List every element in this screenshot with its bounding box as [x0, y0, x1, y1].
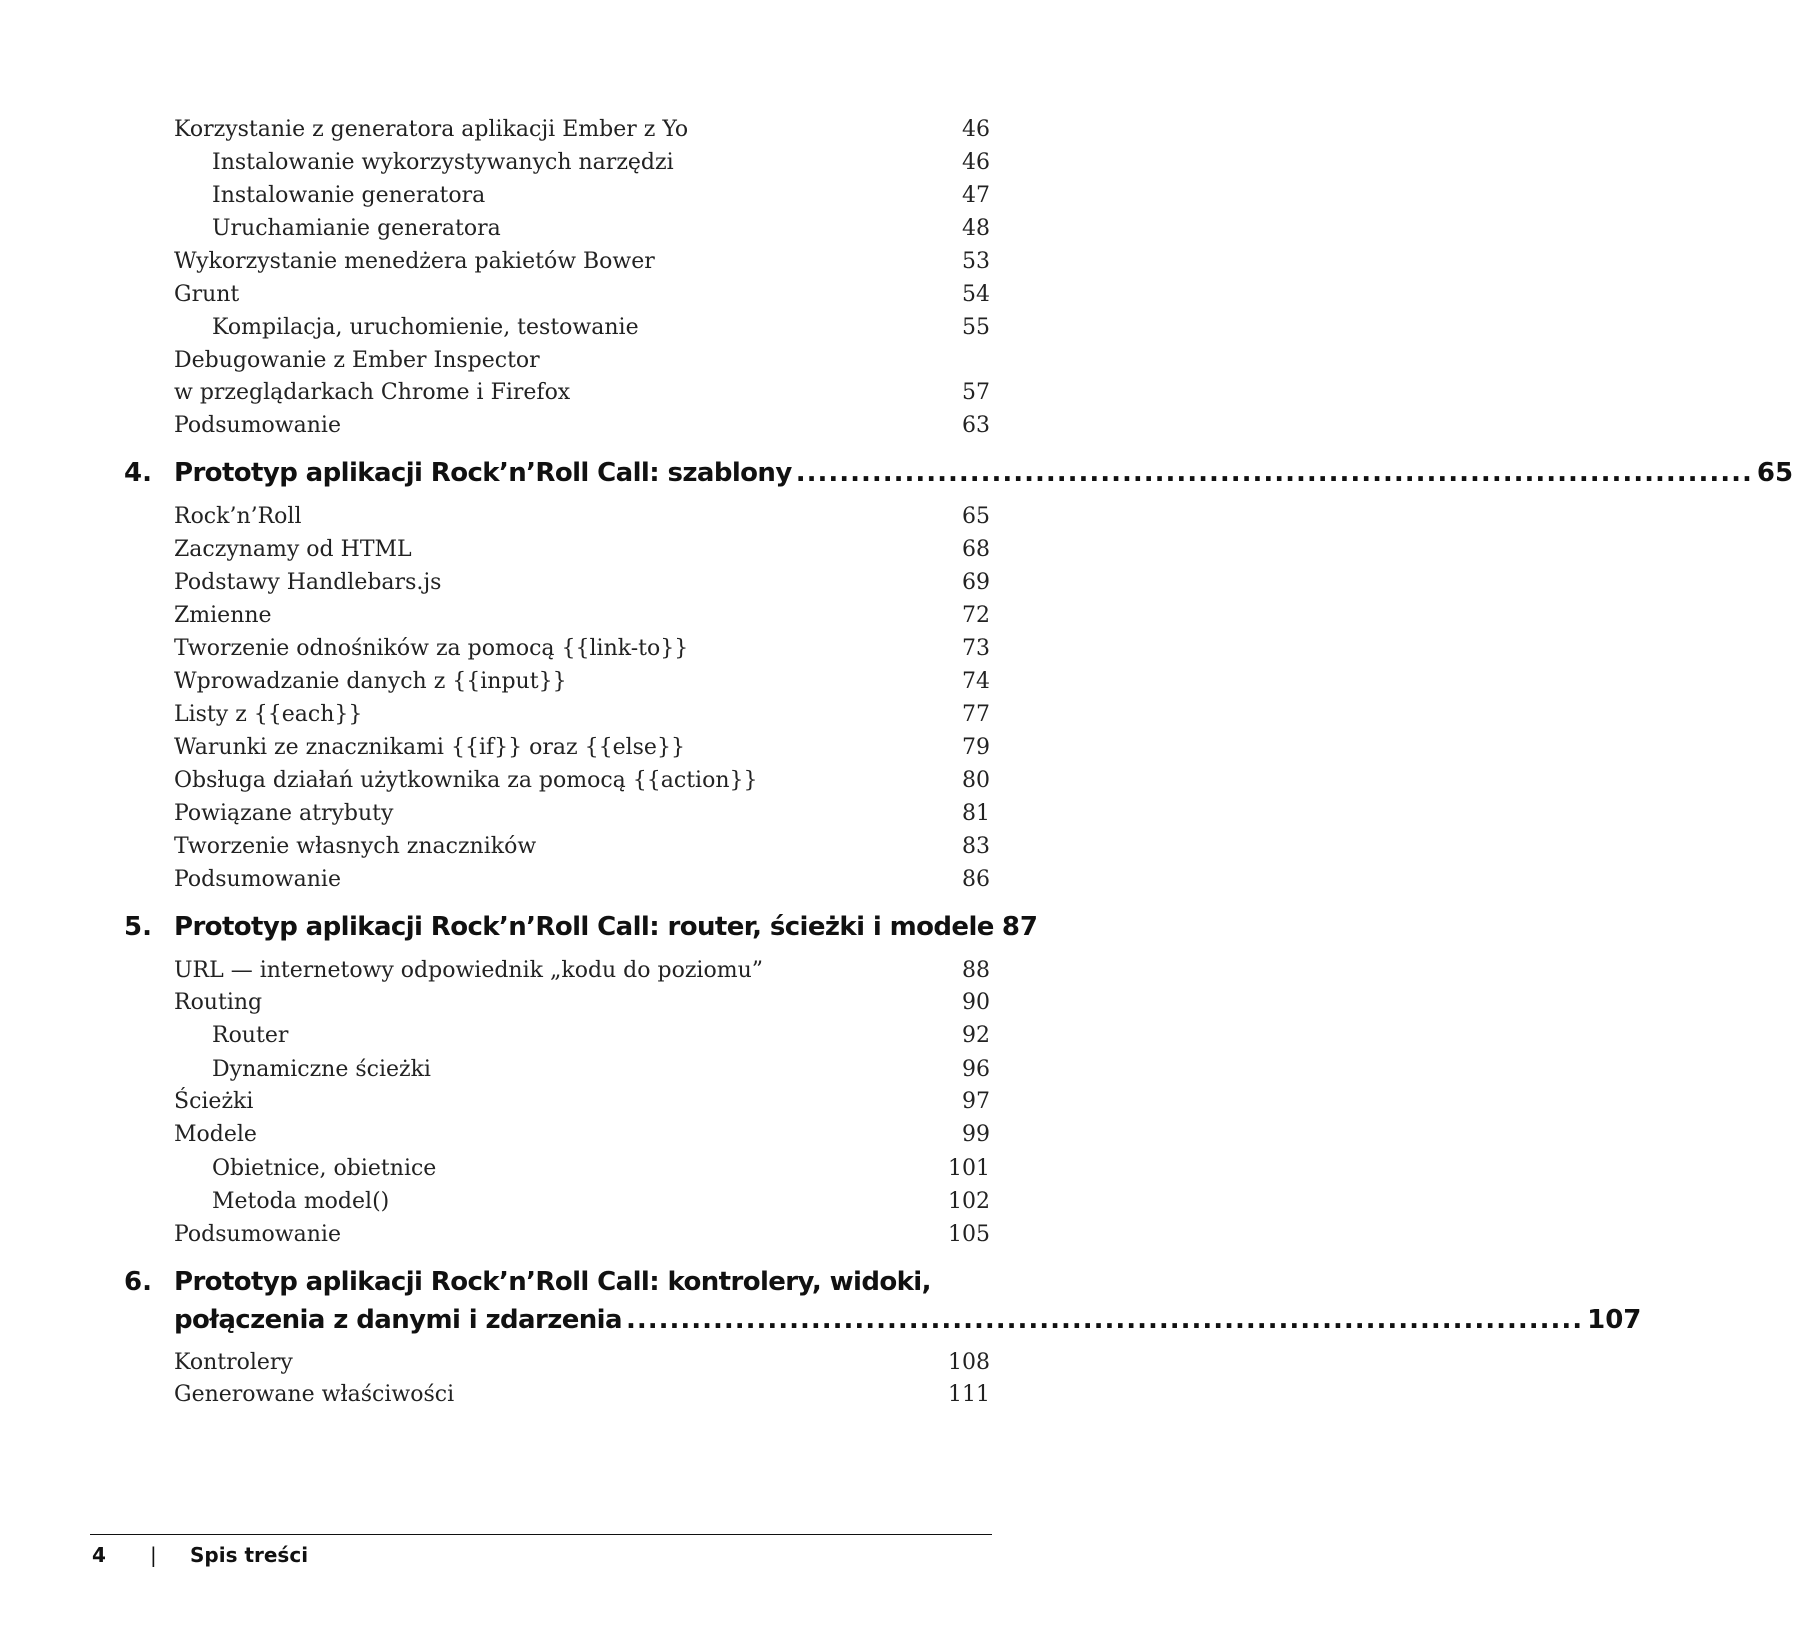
- entry-title: Podsumowanie: [174, 1222, 341, 1247]
- entry-title: Zaczynamy od HTML: [174, 537, 412, 562]
- toc-subentry: [212, 1053, 990, 1087]
- entry-page: 72: [962, 603, 990, 628]
- leader-dots: ........................................................................................: [625, 1305, 1584, 1335]
- entry-page: 80: [962, 768, 990, 793]
- chapter-page: 107: [1587, 1305, 1642, 1335]
- chapter-number: 6.: [124, 1267, 152, 1297]
- entry-page: 73: [962, 636, 990, 661]
- entry-title: Metoda model(): [212, 1189, 390, 1214]
- entry-title: w przeglądarkach Chrome i Firefox: [174, 380, 571, 405]
- entry-page: 74: [962, 669, 990, 694]
- toc-entry: [174, 566, 990, 600]
- toc-entry: [174, 1118, 990, 1152]
- toc-entry: [174, 986, 990, 1020]
- footer-rule: [90, 1534, 992, 1535]
- entry-page: 99: [962, 1122, 990, 1147]
- toc-subentry: [212, 1152, 990, 1186]
- toc-subentry: [212, 212, 990, 246]
- chapter-number: 4.: [124, 458, 152, 488]
- chapter-title: Prototyp aplikacji Rock’n’Roll Call: szablony: [174, 458, 792, 488]
- toc-entry: [174, 245, 990, 279]
- toc-subentry: [212, 146, 990, 180]
- toc-entry: [174, 698, 990, 732]
- entry-title: Powiązane atrybuty: [174, 801, 394, 826]
- chapter-title-line1: Prototyp aplikacji Rock’n’Roll Call: kontrolery, widoki,: [174, 1267, 931, 1297]
- entry-page: 96: [962, 1057, 990, 1082]
- toc-entry: [174, 376, 990, 410]
- toc-entry: [174, 500, 990, 534]
- entry-page: 77: [962, 702, 990, 727]
- footer-separator: |: [150, 1543, 157, 1567]
- entry-title: Tworzenie własnych znaczników: [174, 834, 537, 859]
- entry-title: Ścieżki: [174, 1089, 254, 1114]
- entry-page: 108: [948, 1350, 990, 1375]
- entry-title: Obietnice, obietnice: [212, 1156, 437, 1181]
- toc-entry: [174, 863, 990, 897]
- entry-page: 46: [962, 150, 990, 175]
- entry-page: 97: [962, 1089, 990, 1114]
- toc-entry: [174, 954, 990, 988]
- entry-page: 101: [948, 1156, 990, 1181]
- entry-page: 46: [962, 117, 990, 142]
- entry-page: 54: [962, 282, 990, 307]
- entry-page: 111: [948, 1382, 990, 1407]
- entry-page: 92: [962, 1023, 990, 1048]
- entry-title: Zmienne: [174, 603, 272, 628]
- toc-entry: [174, 731, 990, 765]
- entry-title: Wykorzystanie menedżera pakietów Bower: [174, 249, 655, 274]
- entry-title: Instalowanie generatora: [212, 183, 486, 208]
- entry-page: 47: [962, 183, 990, 208]
- entry-title: Router: [212, 1023, 289, 1048]
- entry-title: Grunt: [174, 282, 240, 307]
- toc-entry: [174, 1085, 990, 1119]
- entry-page: 48: [962, 216, 990, 241]
- entry-title: Podsumowanie: [174, 413, 341, 438]
- entry-page: 81: [962, 801, 990, 826]
- entry-page: 63: [962, 413, 990, 438]
- entry-page: 83: [962, 834, 990, 859]
- toc-entry: [174, 764, 990, 798]
- chapter-heading[interactable]: [124, 1262, 990, 1302]
- entry-page: 79: [962, 735, 990, 760]
- chapter-title: Prototyp aplikacji Rock’n’Roll Call: router, ścieżki i modele: [174, 912, 994, 942]
- entry-title: Wprowadzanie danych z {{input}}: [174, 669, 567, 694]
- entry-page: 105: [948, 1222, 990, 1247]
- toc-entry: [174, 1378, 990, 1412]
- entry-page: 69: [962, 570, 990, 595]
- chapter-page: 87: [1001, 912, 1038, 942]
- entry-title: Kontrolery: [174, 1350, 293, 1375]
- toc-subentry: [212, 1019, 990, 1053]
- entry-page: 88: [962, 958, 990, 983]
- toc-entry: [174, 278, 990, 312]
- entry-page: 53: [962, 249, 990, 274]
- entry-title: Debugowanie z Ember Inspector: [174, 348, 540, 373]
- entry-title: Dynamiczne ścieżki: [212, 1057, 431, 1082]
- entry-page: 102: [948, 1189, 990, 1214]
- entry-title: Modele: [174, 1122, 257, 1147]
- toc-entry: [174, 1346, 990, 1380]
- toc-entry: [174, 797, 990, 831]
- toc-entry: [174, 632, 990, 666]
- entry-page: 55: [962, 315, 990, 340]
- toc-subentry: [212, 179, 990, 213]
- entry-title: Tworzenie odnośników za pomocą {{link-to}}: [174, 636, 689, 661]
- chapter-heading-continued[interactable]: [124, 1300, 1642, 1340]
- entry-title: Uruchamianie generatora: [212, 216, 501, 241]
- toc-subentry: [212, 1185, 990, 1219]
- entry-title: Instalowanie wykorzystywanych narzędzi: [212, 150, 674, 175]
- footer-section-title: Spis treści: [190, 1543, 309, 1567]
- entry-title: Warunki ze znacznikami {{if}} oraz {{else}}: [174, 735, 685, 760]
- toc-entry: [174, 665, 990, 699]
- entry-title: Korzystanie z generatora aplikacji Ember z Yo: [174, 117, 689, 142]
- entry-page: 68: [962, 537, 990, 562]
- chapter-page: 65: [1756, 458, 1793, 488]
- toc-entry: [174, 344, 990, 378]
- chapter-title-line2: połączenia z danymi i zdarzenia: [174, 1305, 622, 1335]
- chapter-heading[interactable]: [124, 453, 1793, 493]
- toc-entry: [174, 1218, 990, 1252]
- toc-entry: [174, 113, 990, 147]
- entry-title: Podsumowanie: [174, 867, 341, 892]
- entry-title: Generowane właściwości: [174, 1382, 455, 1407]
- footer-page-number: 4: [92, 1543, 106, 1567]
- chapter-number: 5.: [124, 912, 152, 942]
- entry-title: Podstawy Handlebars.js: [174, 570, 442, 595]
- entry-title: Rock’n’Roll: [174, 504, 302, 529]
- entry-page: 86: [962, 867, 990, 892]
- chapter-heading[interactable]: [124, 907, 1038, 947]
- entry-title: Listy z {{each}}: [174, 702, 363, 727]
- toc-subentry: [212, 311, 990, 345]
- entry-title: Routing: [174, 990, 263, 1015]
- toc-entry: [174, 830, 990, 864]
- entry-page: 57: [962, 380, 990, 405]
- entry-page: 90: [962, 990, 990, 1015]
- entry-title: Obsługa działań użytkownika za pomocą {{action}}: [174, 768, 758, 793]
- toc-entry: [174, 409, 990, 443]
- toc-entry: [174, 599, 990, 633]
- toc-entry: [174, 533, 990, 567]
- entry-page: 65: [962, 504, 990, 529]
- leader-dots: ........................................................................................: [795, 458, 1753, 488]
- entry-title: Kompilacja, uruchomienie, testowanie: [212, 315, 639, 340]
- entry-title: URL — internetowy odpowiednik „kodu do poziomu”: [174, 958, 763, 983]
